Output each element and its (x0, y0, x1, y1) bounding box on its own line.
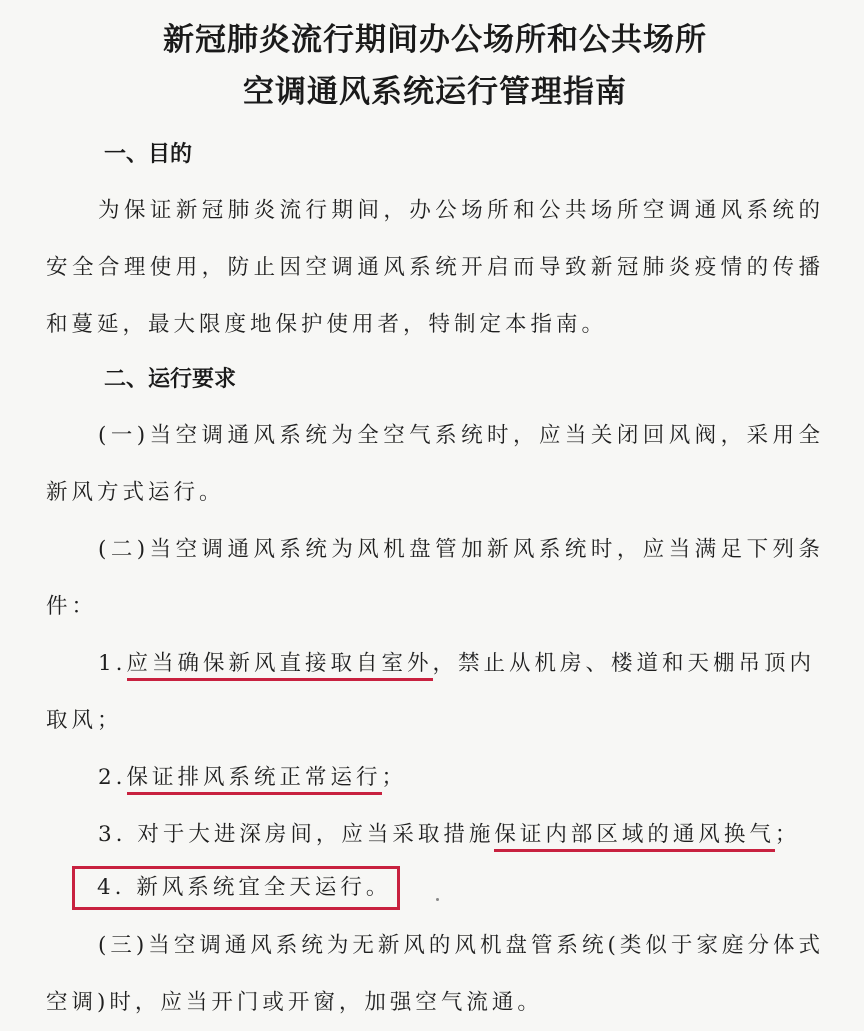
highlight-underline-2: 保证排风系统正常运行 (127, 765, 382, 795)
list-item-3-rest: ； (774, 822, 801, 847)
list-item-2-number: 2. (98, 765, 127, 790)
list-item-1-number: 1. (98, 651, 127, 676)
highlight-box-4: 4. 新风系统宜全天运行。 (72, 866, 400, 910)
section-heading-requirements: 二、运行要求 (104, 367, 237, 392)
document-title (46, 14, 824, 118)
highlight-underline-1: 应当确保新风直接取自室外 (127, 651, 433, 681)
speck-mark (436, 898, 439, 901)
purpose-paragraph: 为保证新冠肺炎流行期间，办公场所和公共场所空调通风系统的安全合理使用，防止因空调通风系统开启而导致新冠肺炎疫情的传播和蔓延，最大限度地保护使用者，特制定本指南。 (46, 198, 824, 337)
list-item-3 (46, 806, 824, 863)
list-item-3-prefix: 3. 对于大进深房间，应当采取措施 (98, 822, 495, 847)
highlight-underline-3: 保证内部区域的通风换气 (494, 822, 775, 852)
list-item-2 (46, 749, 824, 806)
requirement-paragraph-3: (三)当空调通风系统为无新风的风机盘管系统(类似于家庭分体式空调)时，应当开门或开窗，加强空气流通。 (46, 933, 824, 1015)
list-item-1 (46, 635, 824, 749)
list-item-1-rest: ，禁止从机房、楼道和天棚吊顶内取风； (46, 651, 816, 733)
requirement-paragraph-2: (二)当空调通风系统为风机盘管加新风系统时，应当满足下列条件： (46, 537, 824, 619)
requirement-paragraph-1: (一)当空调通风系统为全空气系统时，应当关闭回风阀，采用全新风方式运行。 (46, 423, 824, 505)
title-line-2: 空调通风系统运行管理指南 (243, 74, 627, 110)
list-item-2-rest: ； (381, 765, 408, 790)
section-heading-purpose: 一、目的 (104, 142, 193, 167)
title-line-1: 新冠肺炎流行期间办公场所和公共场所 (163, 22, 707, 58)
list-item-4 (46, 863, 824, 913)
